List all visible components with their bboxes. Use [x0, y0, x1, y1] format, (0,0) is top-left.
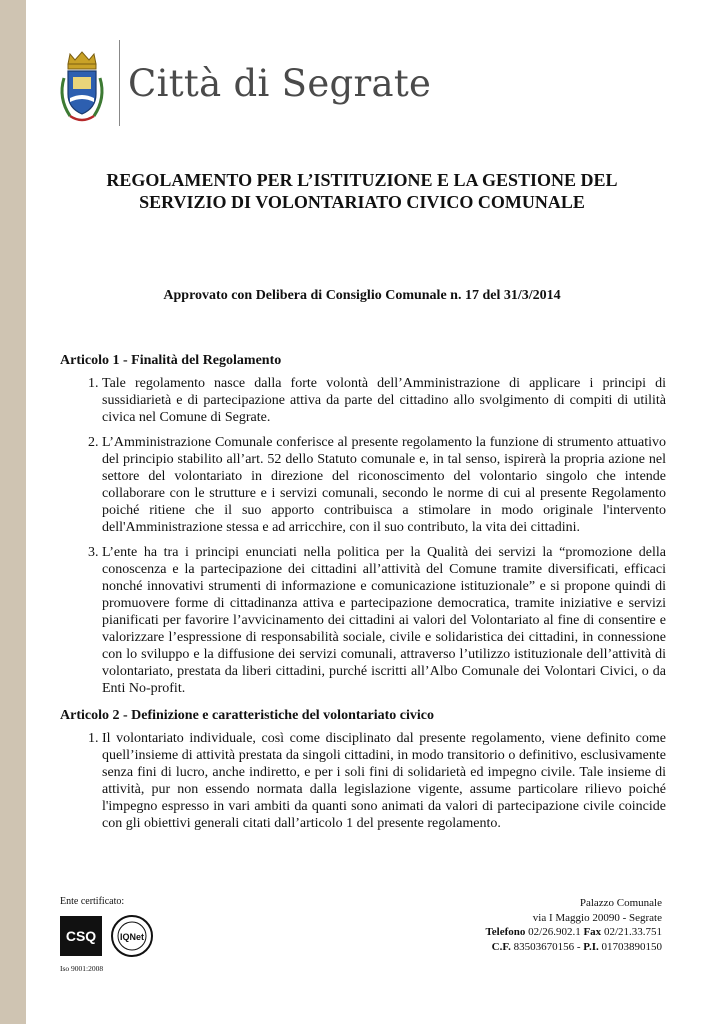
iqnet-logo-text: IQNet — [119, 932, 145, 942]
article-1-item-2: 2. L’Amministrazione Comunale conferisce al presente regolamento la funzione di strumento attuativo del principio stabilito all’art. 52 dello Statuto comunale e, in tal senso, ispirerà la propria azione nel settore del volontariato in direzione del riconoscimento del volontario singolo che intende collaborare con le strutture e i servizi comunali, secondo le norme di cui al presente Regolamento poiché ritiene che il suo apporto contribuisca a stimolare in modo originale l'intervento dell'Amministrazione stessa e ad arricchire, con il suo contributo, la vita dei cittadini. — [102, 434, 666, 536]
article-2-heading: Articolo 2 - Definizione e caratteristiche del volontariato civico — [60, 708, 434, 723]
address-street: via I Maggio 20090 - Segrate — [532, 911, 662, 924]
article-1-item-3: 3. L’ente ha tra i principi enunciati nella politica per la Qualità dei servizi la “promozione della conoscenza e la partecipazione dei cittadini all’attività del Comune tramite diversificati, efficaci nonché innovativi strumenti di informazione e comunicazione istituzionale” e si propone quindi di promuovere forme di cittadinanza attiva e partecipazione democratica, tramite iniziative e servizi pianificati per favorire l’avvicinamento dei cittadini ai valori del Volontariato al fine di consentire e valorizzare l’espressione di responsabilità sociale, civile e solidaristica dei cittadini, in connessione con lo sviluppo e la diffusione dei servizi comunali, attraverso l’utilizzo istituzionale dell’attività di volontariato, prestata da liberi cittadini, purché iscritti all’Albo Comunale dei Volontari Civici, o da Enti No-profit. — [102, 544, 666, 697]
piva-label: P.I. — [583, 940, 599, 953]
article-1-list — [60, 375, 666, 697]
header-divider — [119, 40, 120, 126]
certified-label: Ente certificato: — [60, 896, 125, 907]
phone-label: Telefono — [485, 926, 526, 938]
address-block — [485, 896, 662, 954]
article-1-item-1: 1. Tale regolamento nasce dalla forte volontà dell’Amministrazione di applicare i principi di sussidiarietà e di partecipazione attiva da parte del cittadino allo svolgimento di compiti di utilità civica nel Comune di Segrate. — [102, 375, 666, 426]
csq-logo-text: CSQ — [65, 928, 97, 944]
cf-label: C.F. — [491, 940, 511, 953]
cf-number: 83503670156 — [513, 940, 575, 953]
iso-label: Iso 9001:2008 — [60, 964, 104, 973]
fax-label: Fax — [583, 926, 602, 938]
phone-number: 02/26.902.1 — [528, 926, 581, 938]
city-name: Città di Segrate — [128, 62, 432, 105]
contact-line — [485, 925, 662, 940]
approval-note: Approvato con Delibera di Consiglio Comunale n. 17 del 31/3/2014 — [163, 288, 561, 303]
csq-logo-icon — [60, 916, 102, 956]
address-name: Palazzo Comunale — [579, 897, 662, 909]
article-2-list — [60, 730, 666, 832]
article-2-item-1: 1. Il volontariato individuale, così come disciplinato dal presente regolamento, viene definito come quell’insieme di attività prestata da singoli cittadini, in modo transitorio o definitivo, esclusivamente senza fini di lucro, anche indiretto, e per i soli fini di solidarietà ed impegno civile. Tale insieme di attività, pur non essendo normata dalla legislazione vigente, assume particolare rilievo poiché l'impegno espresso in vari ambiti da quanti sono animati da valori di partecipazione civile coincide con gli obiettivi generali citati dall’articolo 1 del presente regolamento. — [102, 730, 666, 832]
tax-line: C.F. 83503670156 - P.I. 01703890150 — [491, 940, 662, 953]
city-crest-icon — [56, 50, 108, 130]
iqnet-logo-icon — [112, 916, 152, 956]
document-title — [60, 169, 664, 213]
certification-block — [60, 896, 180, 973]
left-margin-band — [0, 0, 26, 1024]
title-line-2: SERVIZIO DI VOLONTARIATO CIVICO COMUNALE — [139, 192, 585, 212]
title-line-1: REGOLAMENTO PER L’ISTITUZIONE E LA GESTIONE DEL — [106, 170, 618, 190]
piva-number: 01703890150 — [601, 940, 662, 953]
fax-number: 02/21.33.751 — [603, 926, 662, 938]
certification-logos — [60, 914, 160, 960]
document-body — [60, 352, 666, 840]
article-1-heading: Articolo 1 - Finalità del Regolamento — [60, 353, 282, 368]
